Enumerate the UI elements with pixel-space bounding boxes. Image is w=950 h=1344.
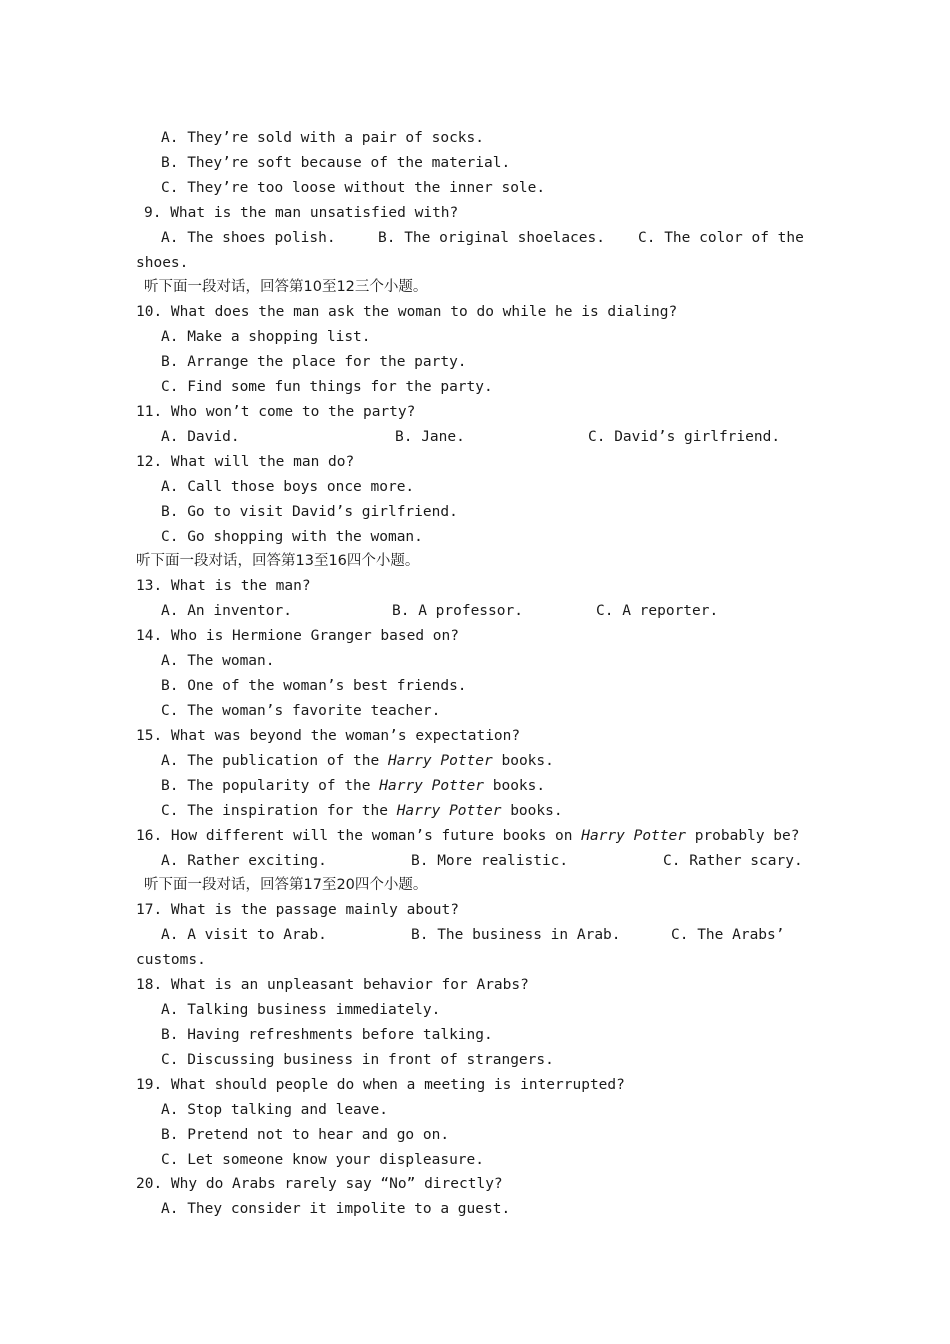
section-heading-10-12: 听下面一段对话，回答第10至12三个小题。 (144, 279, 428, 295)
option-11c: C. David’s girlfriend. (588, 429, 781, 445)
option-17c: C. The Arabs’ (671, 927, 785, 943)
option-19b: B. Pretend not to hear and go on. (161, 1127, 450, 1143)
question-16: 16. How different will the woman’s future books on Harry Potter probably be? (136, 828, 800, 844)
option-11b: B. Jane. (395, 429, 465, 445)
question-17: 17. What is the passage mainly about? (136, 902, 460, 918)
option-20a: A. They consider it impolite to a guest. (161, 1201, 511, 1217)
option-12c: C. Go shopping with the woman. (161, 529, 423, 545)
option-13b: B. A professor. (392, 603, 523, 619)
option-19c: C. Let someone know your displeasure. (161, 1152, 485, 1168)
option-18c: C. Discussing business in front of strangers. (161, 1052, 554, 1068)
question-20: 20. Why do Arabs rarely say “No” directly? (136, 1176, 503, 1192)
option-15a: A. The publication of the Harry Potter books. (161, 753, 554, 769)
option-18a: A. Talking business immediately. (161, 1002, 441, 1018)
option-17a: A. A visit to Arab. (161, 927, 327, 943)
option-9b: B. The original shoelaces. (378, 230, 605, 246)
option-16a: A. Rather exciting. (161, 853, 327, 869)
option-10b: B. Arrange the place for the party. (161, 354, 467, 370)
option-12a: A. Call those boys once more. (161, 479, 415, 495)
option-14c: C. The woman’s favorite teacher. (161, 703, 441, 719)
option-15c: C. The inspiration for the Harry Potter books. (161, 803, 563, 819)
option-8a: A. They’re sold with a pair of socks. (161, 130, 485, 146)
option-8c: C. They’re too loose without the inner sole. (161, 180, 546, 196)
option-16c: C. Rather scary. (663, 853, 803, 869)
option-14a: A. The woman. (161, 653, 275, 669)
book-title: Harry Potter (379, 778, 485, 794)
question-12: 12. What will the man do? (136, 454, 355, 470)
option-9c: C. The color of the (638, 230, 804, 246)
section-heading-13-16: 听下面一段对话，回答第13至16四个小题。 (136, 553, 420, 569)
option-14b: B. One of the woman’s best friends. (161, 678, 467, 694)
option-13a: A. An inventor. (161, 603, 292, 619)
option-11a: A. David. (161, 429, 240, 445)
question-18: 18. What is an unpleasant behavior for Arabs? (136, 977, 529, 993)
question-15: 15. What was beyond the woman’s expectation? (136, 728, 521, 744)
option-13c: C. A reporter. (596, 603, 719, 619)
book-title: Harry Potter (581, 828, 686, 844)
option-17c-cont: customs. (136, 952, 206, 968)
option-10a: A. Make a shopping list. (161, 329, 371, 345)
option-10c: C. Find some fun things for the party. (161, 379, 493, 395)
option-9c-cont: shoes. (136, 255, 189, 271)
option-17b: B. The business in Arab. (411, 927, 621, 943)
question-10: 10. What does the man ask the woman to do while he is dialing? (136, 304, 678, 320)
question-19: 19. What should people do when a meeting is interrupted? (136, 1077, 625, 1093)
question-14: 14. Who is Hermione Granger based on? (136, 628, 460, 644)
option-8b: B. They’re soft because of the material. (161, 155, 511, 171)
option-9a: A. The shoes polish. (161, 230, 336, 246)
section-heading-17-20: 听下面一段对话，回答第17至20四个小题。 (144, 877, 428, 893)
question-13: 13. What is the man? (136, 578, 311, 594)
book-title: Harry Potter (396, 803, 502, 819)
option-12b: B. Go to visit David’s girlfriend. (161, 504, 458, 520)
option-16b: B. More realistic. (411, 853, 569, 869)
option-18b: B. Having refreshments before talking. (161, 1027, 493, 1043)
book-title: Harry Potter (387, 753, 493, 769)
option-19a: A. Stop talking and leave. (161, 1102, 388, 1118)
question-11: 11. Who won’t come to the party? (136, 404, 416, 420)
question-9: 9. What is the man unsatisfied with? (144, 205, 459, 221)
option-15b: B. The popularity of the Harry Potter books. (161, 778, 546, 794)
